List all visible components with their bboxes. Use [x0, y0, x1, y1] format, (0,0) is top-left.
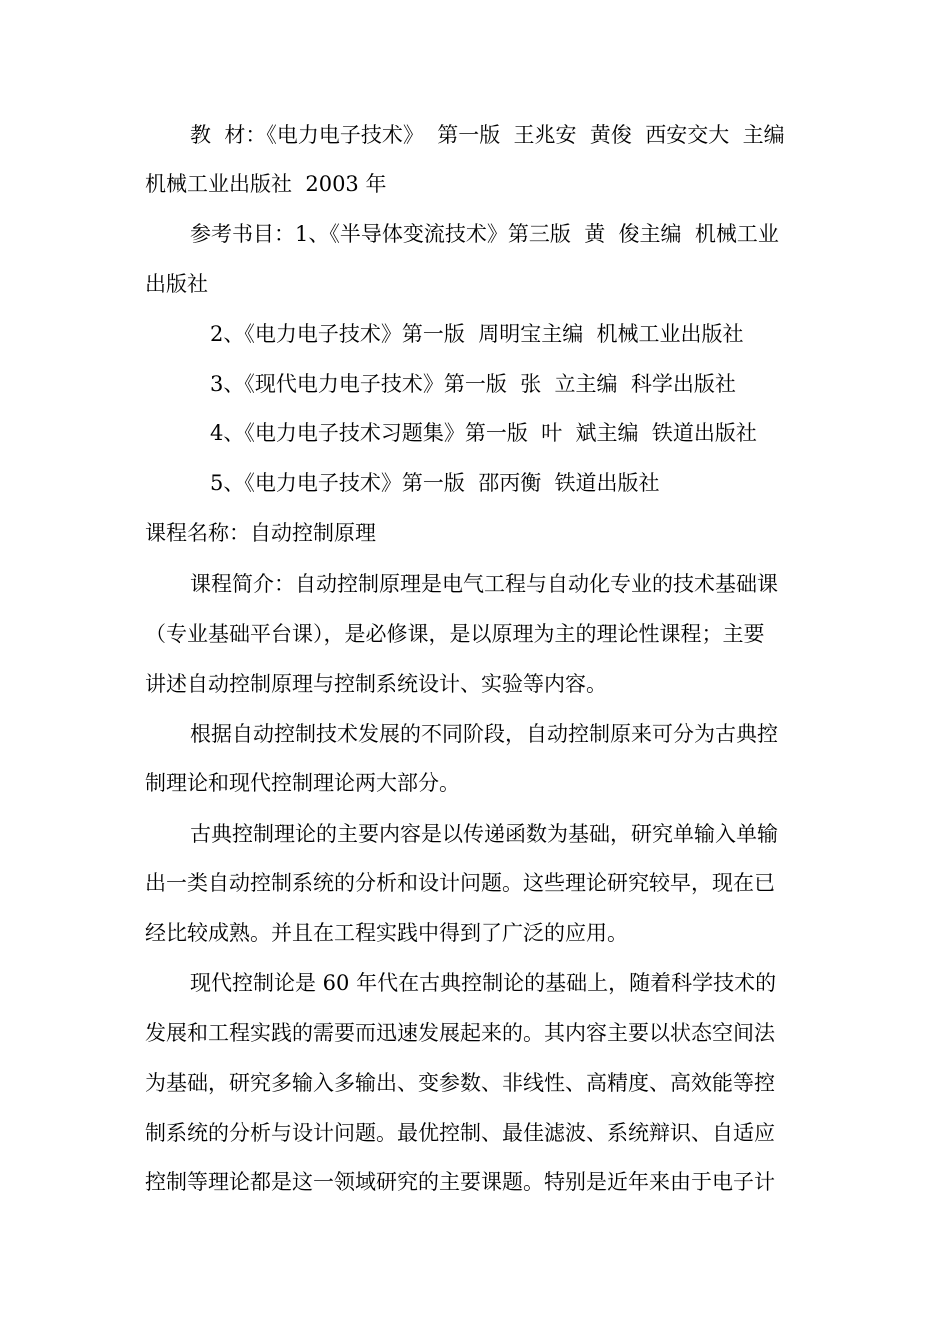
intro-line: （专业基础平台课），是必修课，是以原理为主的理论性课程；主要: [145, 622, 765, 646]
para4-line: 为基础，研究多输入多输出、变参数、非线性、高精度、高效能等控: [145, 1071, 775, 1095]
para2-line: 根据自动控制技术发展的不同阶段，自动控制原来可分为古典控: [190, 722, 778, 746]
para4-line: 现代控制论是 60 年代在古典控制论的基础上，随着科学技术的: [190, 971, 777, 995]
textbook-line-1: 教 材：《电力电子技术》 第一版 王兆安 黄俊 西安交大 主编: [190, 123, 785, 147]
intro-line: 课程简介：自动控制原理是电气工程与自动化专业的技术基础课: [190, 572, 778, 596]
textbook-line-2: 机械工业出版社 2003 年: [145, 172, 387, 196]
para4-line: 制系统的分析与设计问题。最优控制、最佳滤波、系统辩识、自适应: [145, 1121, 775, 1145]
reference-item: 3、《现代电力电子技术》第一版 张 立主编 科学出版社: [210, 372, 736, 396]
reference-item: 4、《电力电子技术习题集》第一版 叶 斌主编 铁道出版社: [210, 421, 757, 445]
para2-line: 制理论和现代控制理论两大部分。: [145, 771, 460, 795]
para4-line: 控制等理论都是这一领域研究的主要课题。特别是近年来由于电子计: [145, 1170, 775, 1194]
para3-line: 古典控制理论的主要内容是以传递函数为基础，研究单输入单输: [190, 822, 778, 846]
para3-line: 经比较成熟。并且在工程实践中得到了广泛的应用。: [145, 921, 628, 945]
reference-item: 5、《电力电子技术》第一版 邵丙衡 铁道出版社: [210, 471, 660, 495]
para3-line: 出一类自动控制系统的分析和设计问题。这些理论研究较早，现在已: [145, 871, 775, 895]
references-line-1: 参考书目：1、《半导体变流技术》第三版 黄 俊主编 机械工业: [190, 222, 779, 246]
references-line-2: 出版社: [145, 272, 208, 296]
reference-item: 2、《电力电子技术》第一版 周明宝主编 机械工业出版社: [210, 322, 744, 346]
course-name: 课程名称：自动控制原理: [145, 521, 376, 545]
para4-line: 发展和工程实践的需要而迅速发展起来的。其内容主要以状态空间法: [145, 1021, 775, 1045]
intro-line: 讲述自动控制原理与控制系统设计、实验等内容。: [145, 672, 607, 696]
